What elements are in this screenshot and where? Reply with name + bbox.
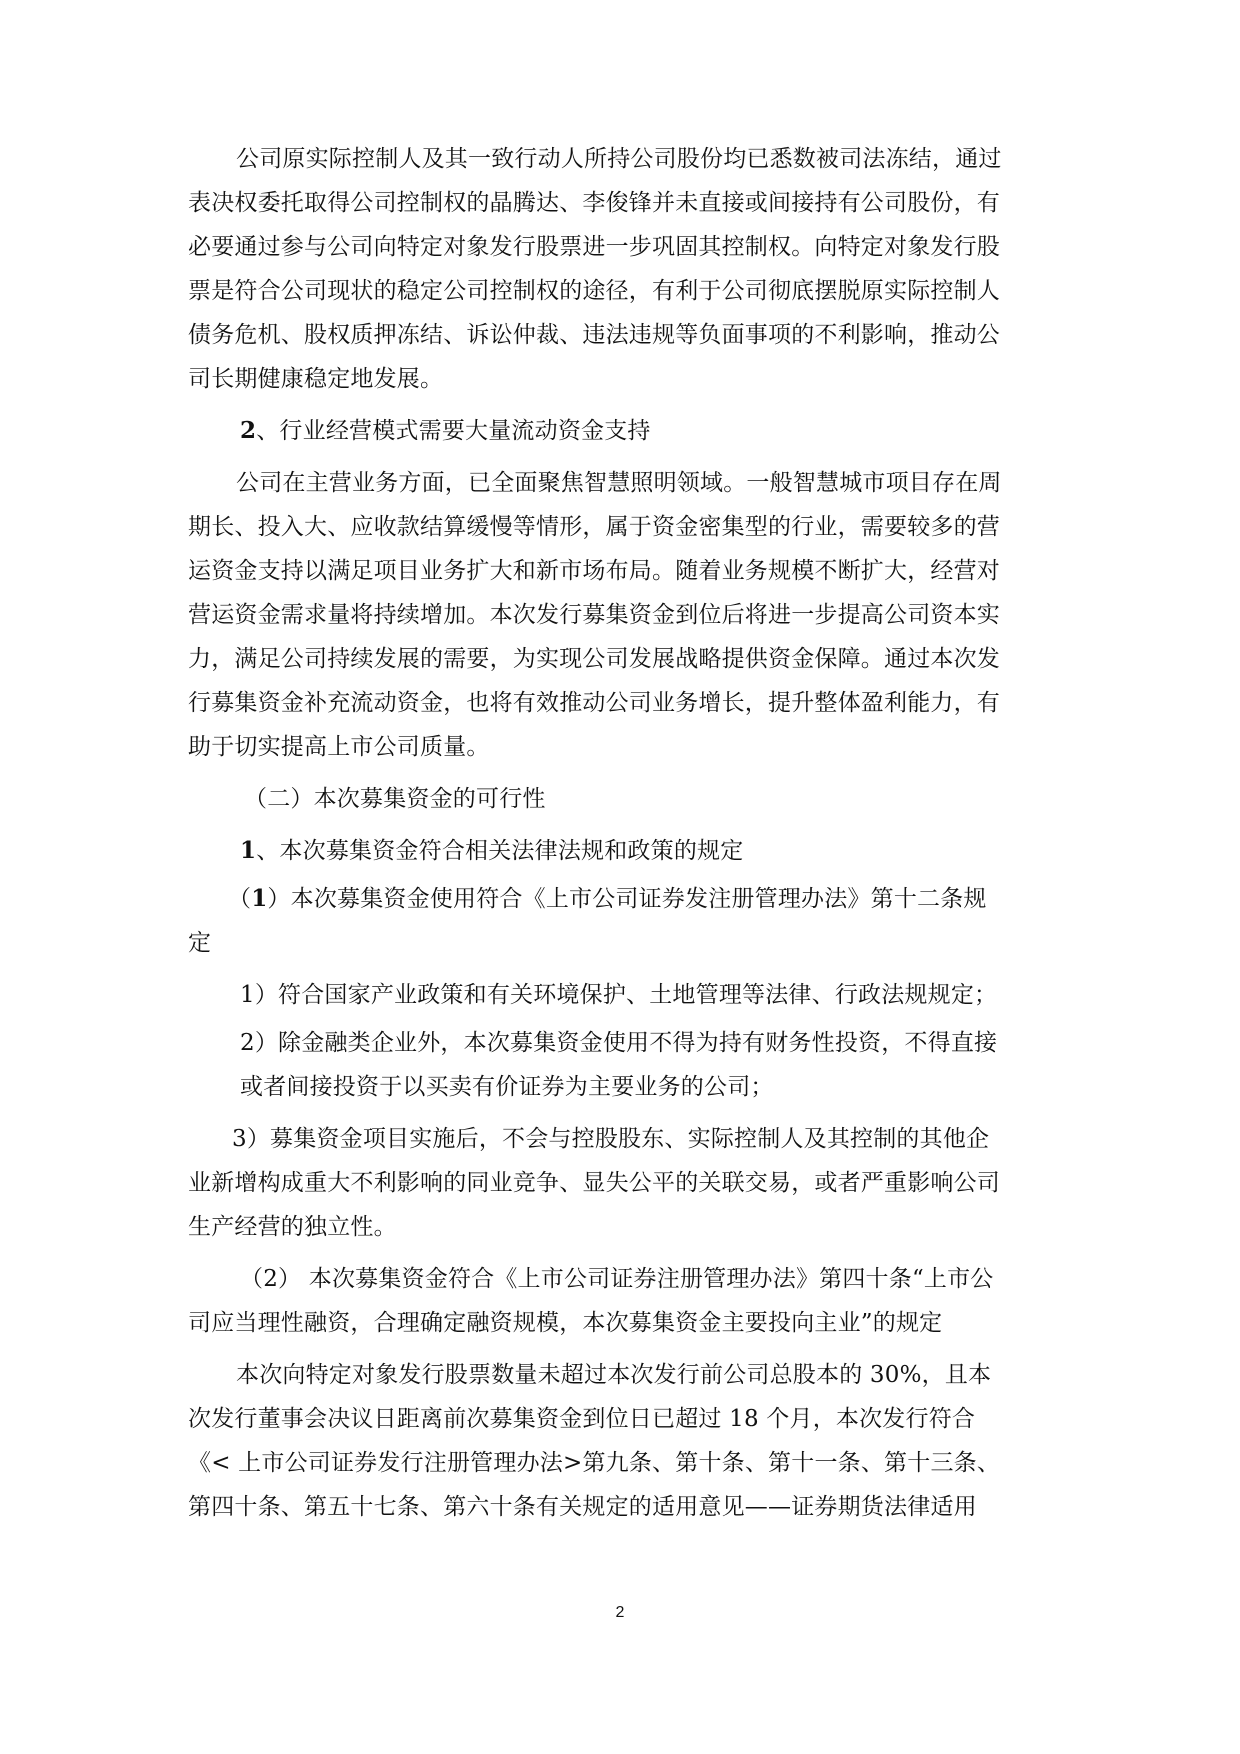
section-heading [240,836,743,866]
paragraph-line: 司长期健康稳定地发展。 [188,366,444,392]
paragraph-line: 必要通过参与公司向特定对象发行股票进一步巩固其控制权。向特定对象发行股 [188,234,1000,260]
paragraph-line: 助于切实提高上市公司质量。 [188,734,490,760]
paragraph-line: 运资金支持以满足项目业务扩大和新市场布局。随着业务规模不断扩大，经营对 [188,558,1000,584]
subsection-heading: （二）本次募集资金的可行性 [244,786,546,812]
paragraph-line: 表决权委托取得公司控制权的晶腾达、李俊锋并未直接或间接持有公司股份，有 [188,190,1000,216]
paragraph-line: 业新增构成重大不利影响的同业竞争、显失公平的关联交易，或者严重影响公司 [188,1170,1000,1196]
list-item: 2）除金融类企业外，本次募集资金使用不得为持有财务性投资，不得直接 [240,1030,998,1056]
paragraph-line: 债务危机、股权质押冻结、诉讼仲裁、违法违规等负面事项的不利影响，推动公 [188,322,1000,348]
paragraph-line: 定 [188,930,212,956]
paragraph-line: 第四十条、第五十七条、第六十条有关规定的适用意见——证券期货法律适用 [188,1494,977,1520]
clause-text: ）本次募集资金使用符合《上市公司证券发注册管理办法》第十二条规 [267,886,987,912]
paragraph-line: 本次向特定对象发行股票数量未超过本次发行前公司总股本的 30%，且本 [236,1362,992,1388]
paragraph-line: 公司在主营业务方面，已全面聚焦智慧照明领域。一般智慧城市项目存在周 [236,470,1002,496]
paragraph-line: 《< 上市公司证券发行注册管理办法>第九条、第十条、第十一条、第十三条、 [188,1450,1001,1476]
paragraph-line: 力，满足公司持续发展的需要，为实现公司发展战略提供资金保障。通过本次发 [188,646,1000,672]
paragraph-line: 司应当理性融资，合理确定融资规模，本次募集资金主要投向主业”的规定 [188,1310,943,1336]
clause-heading: （2） 本次募集资金符合《上市公司证券注册管理办法》第四十条“上市公 [240,1266,994,1292]
paragraph-line: 次发行董事会决议日距离前次募集资金到位日已超过 18 个月，本次发行符合 [188,1406,976,1432]
heading-text: 、本次募集资金符合相关法律法规和政策的规定 [256,838,744,864]
paragraph-line: 期长、投入大、应收款结算缓慢等情形，属于资金密集型的行业，需要较多的营 [188,514,1000,540]
paragraph-line: 行募集资金补充流动资金，也将有效推动公司业务增长，提升整体盈利能力，有 [188,690,1000,716]
paragraph-line: 票是符合公司现状的稳定公司控制权的途径，有利于公司彻底摆脱原实际控制人 [188,278,1000,304]
heading-number: 2 [240,417,257,444]
section-heading [240,416,651,446]
list-item: 1）符合国家产业政策和有关环境保护、土地管理等法律、行政法规规定； [240,982,998,1008]
clause-number: 1 [251,885,268,912]
paragraph-line: 公司原实际控制人及其一致行动人所持公司股份均已悉数被司法冻结，通过 [236,146,1002,172]
paragraph-line: 生产经营的独立性。 [188,1214,397,1240]
heading-number: 1 [240,837,257,864]
clause-heading [228,884,987,914]
list-item: 或者间接投资于以买卖有价证券为主要业务的公司； [240,1074,774,1100]
paren-open: （ [228,886,252,912]
heading-text: 、行业经营模式需要大量流动资金支持 [256,418,651,444]
page-number: 2 [615,1604,625,1621]
paragraph-line: 营运资金需求量将持续增加。本次发行募集资金到位后将进一步提高公司资本实 [188,602,1000,628]
list-item: 3）募集资金项目实施后，不会与控股股东、实际控制人及其控制的其他企 [232,1126,990,1152]
